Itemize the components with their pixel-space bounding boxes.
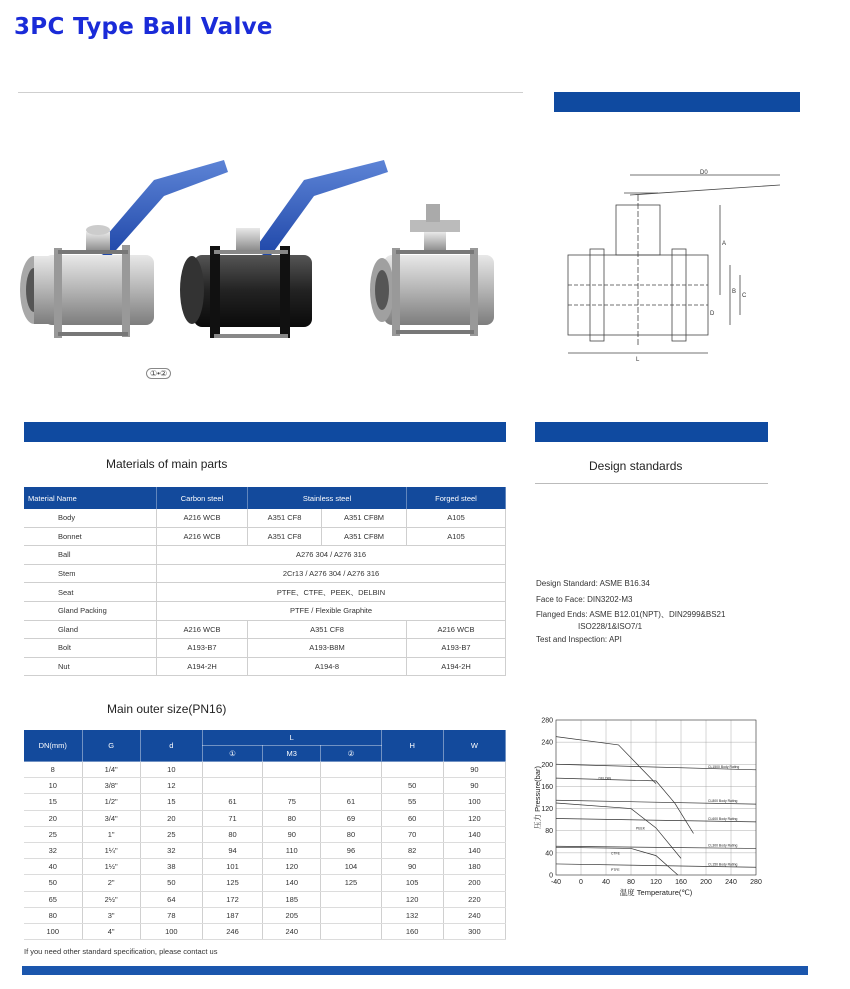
sizes-cell: 96: [321, 842, 381, 858]
sizes-cell: 8: [24, 762, 82, 778]
sizes-cell: 50: [140, 875, 202, 891]
sizes-cell: 25: [140, 826, 202, 842]
design-line: Flanged Ends: ASME B12.01(NPT)、DIN2999&BS21: [536, 610, 726, 619]
materials-cell: Stem: [24, 564, 157, 583]
table-row: [24, 891, 506, 907]
sizes-cell: 1": [82, 826, 140, 842]
table-row: [24, 564, 506, 583]
series-label: PEEK: [636, 826, 646, 831]
materials-cell: A194-8: [248, 657, 407, 676]
sizes-cell: 80: [263, 810, 321, 826]
sizes-cell: 80: [24, 907, 82, 923]
sizes-header-l2: ②: [321, 746, 381, 762]
sizes-cell: 125: [202, 875, 262, 891]
materials-cell: A105: [407, 527, 506, 546]
sizes-cell: 220: [443, 891, 505, 907]
table-row: [24, 859, 506, 875]
product-photos: [14, 150, 534, 390]
series-label: CL150 Body Rating: [708, 862, 738, 867]
top-divider: [18, 92, 523, 93]
table-row: [24, 509, 506, 527]
table-row: [24, 657, 506, 676]
dim-label-d: D: [710, 311, 715, 317]
materials-header-stainless: Stainless steel: [248, 487, 407, 509]
y-axis-label: 压力 Pressure(bar): [533, 766, 542, 829]
materials-cell: A194-2H: [407, 657, 506, 676]
materials-cell: A193-B8M: [248, 639, 407, 658]
sizes-cell: [381, 762, 443, 778]
sizes-cell: [263, 762, 321, 778]
series-label: CL300 Body Rating: [708, 843, 738, 848]
sizes-cell: 15: [140, 794, 202, 810]
sizes-header-d: d: [140, 730, 202, 762]
sizes-cell: 200: [443, 875, 505, 891]
sizes-cell: 205: [263, 907, 321, 923]
sizes-cell: 100: [24, 923, 82, 939]
materials-cell: A216 WCB: [157, 527, 248, 546]
x-tick-label: 80: [627, 879, 635, 886]
sizes-cell: 10: [24, 778, 82, 794]
materials-cell: A194-2H: [157, 657, 248, 676]
pressure-temperature-chart: [532, 712, 767, 902]
sizes-cell: 101: [202, 859, 262, 875]
dim-label-c: C: [742, 293, 747, 299]
sizes-cell: 240: [263, 923, 321, 939]
sizes-cell: 240: [443, 907, 505, 923]
dim-label-b: B: [732, 289, 737, 295]
sizes-cell: 2½": [82, 891, 140, 907]
sizes-cell: 140: [443, 842, 505, 858]
sizes-cell: 20: [24, 810, 82, 826]
materials-cell: A105: [407, 509, 506, 527]
materials-cell: Nut: [24, 657, 157, 676]
materials-cell: PTFE、CTFE、PEEK、DELBIN: [157, 583, 506, 602]
sizes-cell: [202, 762, 262, 778]
materials-header-name: Material Name: [24, 487, 157, 509]
series-label: CTFE: [611, 851, 620, 856]
sizes-cell: 300: [443, 923, 505, 939]
valve-photo-carbon: [180, 160, 388, 338]
table-row: [24, 527, 506, 546]
materials-cell: Ball: [24, 546, 157, 565]
materials-cell: 2Cr13 / A276 304 / A276 316: [157, 564, 506, 583]
sizes-cell: [321, 891, 381, 907]
table-row: [24, 639, 506, 658]
x-tick-label: 160: [675, 879, 687, 886]
y-tick-label: 0: [549, 872, 553, 880]
sizes-cell: 25: [24, 826, 82, 842]
sizes-cell: 110: [263, 842, 321, 858]
materials-cell: Seat: [24, 583, 157, 602]
sizes-cell: [321, 923, 381, 939]
x-tick-label: 0: [579, 879, 583, 886]
materials-cell: A276 304 / A276 316: [157, 546, 506, 565]
series-label: PTFE: [611, 868, 620, 872]
table-row: [24, 923, 506, 939]
sizes-cell: 120: [443, 810, 505, 826]
materials-cell: A216 WCB: [157, 509, 248, 527]
y-tick-label: 280: [541, 717, 553, 725]
sizes-cell: 1/4": [82, 762, 140, 778]
x-tick-label: 240: [725, 879, 737, 886]
sizes-cell: 82: [381, 842, 443, 858]
materials-cell: Gland: [24, 620, 157, 639]
design-line: Face to Face: DIN3202-M3: [536, 595, 633, 604]
design-line: ISO228/1&ISO7/1: [578, 622, 643, 631]
y-tick-label: 240: [541, 739, 553, 747]
sizes-cell: 100: [140, 923, 202, 939]
sizes-cell: 3": [82, 907, 140, 923]
dim-label-l: L: [636, 357, 640, 363]
sizes-cell: 90: [381, 859, 443, 875]
series-label: CL800 Body Rating: [708, 799, 738, 804]
series-label: CL600 Body Rating: [708, 816, 738, 821]
sizes-cell: 125: [321, 875, 381, 891]
sizes-cell: 187: [202, 907, 262, 923]
sizes-cell: 185: [263, 891, 321, 907]
table-row: [24, 810, 506, 826]
sizes-cell: 60: [381, 810, 443, 826]
sizes-cell: 55: [381, 794, 443, 810]
table-row: [24, 583, 506, 602]
sizes-cell: 1/2": [82, 794, 140, 810]
table-row: [24, 875, 506, 891]
materials-cell: A351 CF8: [248, 509, 322, 527]
design-line: Design Standard: ASME B16.34: [536, 579, 650, 588]
design-header-band: [535, 422, 768, 442]
sizes-table: [24, 730, 506, 940]
sizes-cell: 94: [202, 842, 262, 858]
materials-cell: A216 WCB: [157, 620, 248, 639]
sizes-cell: 140: [443, 826, 505, 842]
materials-cell: Bonnet: [24, 527, 157, 546]
sizes-cell: 38: [140, 859, 202, 875]
materials-cell: A193-B7: [157, 639, 248, 658]
photo-caption: ①•②: [146, 368, 171, 379]
sizes-cell: 70: [381, 826, 443, 842]
sizes-cell: 15: [24, 794, 82, 810]
sizes-cell: 80: [321, 826, 381, 842]
y-tick-label: 160: [541, 783, 553, 791]
materials-cell: A351 CF8M: [322, 527, 407, 546]
technical-drawing: [560, 165, 800, 365]
table-row: [24, 762, 506, 778]
sizes-cell: [321, 778, 381, 794]
y-tick-label: 80: [545, 828, 553, 836]
sizes-cell: 20: [140, 810, 202, 826]
table-row: [24, 907, 506, 923]
sizes-cell: 64: [140, 891, 202, 907]
sizes-cell: 3/4": [82, 810, 140, 826]
sizes-cell: 75: [263, 794, 321, 810]
x-tick-label: -40: [550, 879, 562, 886]
materials-table: [24, 487, 506, 676]
sizes-cell: 2": [82, 875, 140, 891]
table-row: [24, 778, 506, 794]
sizes-cell: 90: [443, 762, 505, 778]
sizes-cell: 90: [263, 826, 321, 842]
sizes-header-g: G: [82, 730, 140, 762]
sizes-cell: [321, 907, 381, 923]
sizes-cell: 140: [263, 875, 321, 891]
y-tick-label: 120: [541, 806, 553, 814]
sizes-cell: 40: [24, 859, 82, 875]
sizes-note: If you need other standard specification, please contact us: [24, 947, 218, 956]
sizes-cell: 160: [381, 923, 443, 939]
materials-cell: A351 CF8: [248, 527, 322, 546]
sizes-cell: 120: [263, 859, 321, 875]
materials-cell: A193-B7: [407, 639, 506, 658]
sizes-cell: 12: [140, 778, 202, 794]
materials-cell: A351 CF8: [248, 620, 407, 639]
sizes-table-wrap: [24, 730, 506, 940]
materials-cell: Gland Packing: [24, 601, 157, 620]
sizes-cell: 132: [381, 907, 443, 923]
sizes-cell: 50: [24, 875, 82, 891]
materials-cell: PTFE / Flexible Graphite: [157, 601, 506, 620]
sizes-cell: 32: [140, 842, 202, 858]
dim-label-a: A: [722, 241, 727, 247]
materials-cell: A351 CF8M: [322, 509, 407, 527]
sizes-cell: 1½": [82, 859, 140, 875]
x-tick-label: 40: [602, 879, 610, 886]
table-row: [24, 826, 506, 842]
sizes-cell: 4": [82, 923, 140, 939]
valve-photo-iso-mount: [370, 204, 494, 336]
sizes-cell: 100: [443, 794, 505, 810]
sizes-cell: 105: [381, 875, 443, 891]
sizes-cell: 180: [443, 859, 505, 875]
sizes-cell: 65: [24, 891, 82, 907]
materials-cell: A216 WCB: [407, 620, 506, 639]
materials-header-carbon: Carbon steel: [157, 487, 248, 509]
materials-cell: Bolt: [24, 639, 157, 658]
design-title: Design standards: [589, 459, 683, 473]
materials-header-forged: Forged steel: [407, 487, 506, 509]
materials-table-wrap: [24, 487, 506, 676]
sizes-cell: 246: [202, 923, 262, 939]
sizes-cell: 10: [140, 762, 202, 778]
design-line: Test and Inspection: API: [536, 635, 622, 644]
sizes-cell: 104: [321, 859, 381, 875]
materials-cell: Body: [24, 509, 157, 527]
sizes-cell: 80: [202, 826, 262, 842]
sizes-cell: 90: [443, 778, 505, 794]
series-label: CL1500 Body Rating: [708, 764, 740, 769]
y-tick-label: 200: [541, 761, 553, 769]
sizes-cell: [321, 762, 381, 778]
sizes-cell: 3/8": [82, 778, 140, 794]
y-tick-label: 40: [545, 850, 553, 858]
drawing-header-band: [554, 92, 800, 112]
sizes-cell: [202, 778, 262, 794]
sizes-cell: 69: [321, 810, 381, 826]
sizes-header-dn: DN(mm): [24, 730, 82, 762]
table-row: [24, 842, 506, 858]
sizes-cell: 78: [140, 907, 202, 923]
sizes-header-l1: ①: [202, 746, 262, 762]
sizes-cell: 120: [381, 891, 443, 907]
sizes-cell: 61: [321, 794, 381, 810]
sizes-cell: 172: [202, 891, 262, 907]
sizes-cell: 50: [381, 778, 443, 794]
sizes-title: Main outer size(PN16): [107, 702, 227, 716]
series-label: DELDIN: [598, 776, 611, 781]
page-title: 3PC Type Ball Valve: [14, 14, 273, 40]
design-divider: [535, 483, 768, 484]
table-row: [24, 620, 506, 639]
materials-header-band: [24, 422, 506, 442]
x-tick-label: 120: [650, 879, 662, 886]
footer-band: [22, 966, 808, 975]
sizes-cell: [263, 778, 321, 794]
table-row: [24, 546, 506, 565]
materials-title: Materials of main parts: [106, 457, 228, 471]
sizes-header-m3: M3: [263, 746, 321, 762]
sizes-header-l: L: [202, 730, 381, 746]
sizes-header-w: W: [443, 730, 505, 762]
sizes-cell: 71: [202, 810, 262, 826]
x-axis-label: 温度 Temperature(℃): [619, 888, 693, 897]
sizes-cell: 32: [24, 842, 82, 858]
x-tick-label: 280: [750, 879, 762, 886]
table-row: [24, 794, 506, 810]
sizes-cell: 61: [202, 794, 262, 810]
dim-label-d0: D0: [700, 170, 708, 176]
x-tick-label: 200: [700, 879, 712, 886]
sizes-header-h: H: [381, 730, 443, 762]
table-row: [24, 601, 506, 620]
sizes-cell: 1¼": [82, 842, 140, 858]
